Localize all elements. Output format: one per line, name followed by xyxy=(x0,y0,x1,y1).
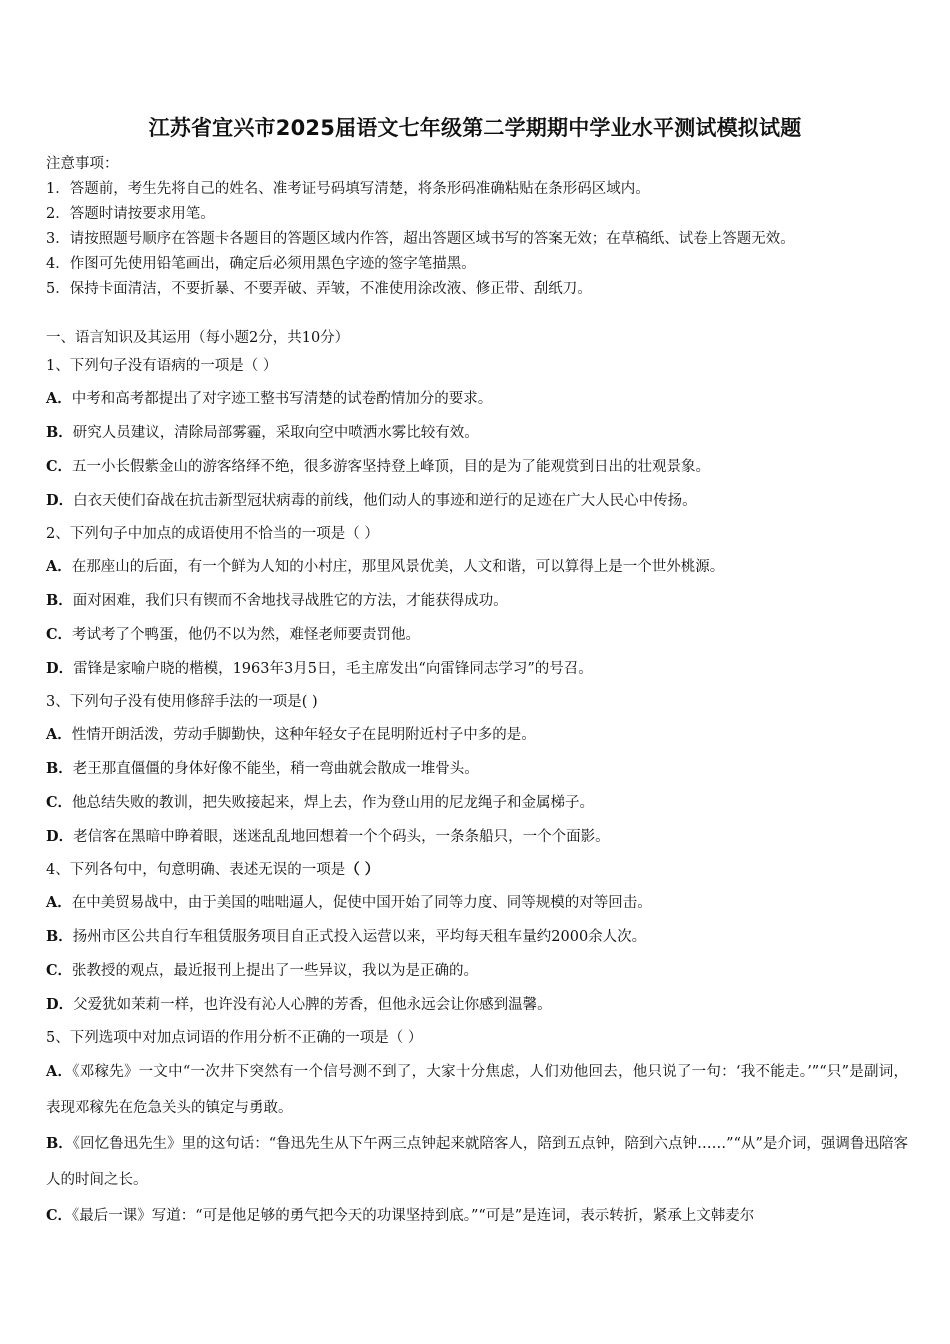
option-label: B． xyxy=(46,1135,73,1152)
option-label: C． xyxy=(46,626,73,643)
answer-paren: （ ） xyxy=(345,861,380,878)
option-label: D． xyxy=(46,996,74,1013)
option-text: 研究人员建议，清除局部雾霾，采取向空中喷洒水雾比较有效。 xyxy=(72,425,479,441)
option-label: A． xyxy=(46,894,72,911)
option-text: 父爱犹如茉莉一样，也许没有沁人心脾的芳香，但他永远会让你感到温馨。 xyxy=(73,997,552,1013)
option-label: B． xyxy=(46,592,73,609)
option-d xyxy=(46,988,908,1022)
option-a xyxy=(46,886,908,920)
option-label: A． xyxy=(46,726,72,743)
questions-body xyxy=(46,326,908,1234)
option-text: 考试考了个鸭蛋，他仍不以为然，难怪老师要责罚他。 xyxy=(72,627,421,643)
option-label: C． xyxy=(46,962,73,979)
question-stem xyxy=(46,854,908,886)
option-text: 在那座山的后面，有一个鲜为人知的小村庄，那里风景优美，人文和谐，可以算得上是一个世外桃源。 xyxy=(71,559,725,575)
option-a xyxy=(46,718,908,752)
notice-item: 3．请按照题号顺序在答题卡各题目的答题区域内作答，超出答题区域书写的答案无效；在草稿纸、试卷上答题无效。 xyxy=(46,231,795,247)
option-label: A． xyxy=(46,1063,73,1080)
notice-heading: 注意事项： xyxy=(46,156,119,172)
notice-item: 2．答题时请按要求用笔。 xyxy=(46,206,215,222)
question-2 xyxy=(46,518,908,686)
question-stem: 5、下列选项中对加点词语的作用分析不正确的一项是（ ） xyxy=(46,1030,423,1046)
option-text: 中考和高考都提出了对字迹工整书写清楚的试卷酌情加分的要求。 xyxy=(71,391,493,407)
question-stem: 3、下列句子没有使用修辞手法的一项是( ) xyxy=(46,694,318,710)
option-b xyxy=(46,584,908,618)
option-c xyxy=(46,954,908,988)
option-d xyxy=(46,820,908,854)
question-3 xyxy=(46,686,908,854)
option-label: D． xyxy=(46,828,74,845)
option-text: 《邓稼先》一文中“一次井下突然有一个信号测不到了，大家十分焦虑，人们劝他回去，他只说了一句：‘我不能走。’”“只”是副词，表现邓稼先在危急关头的镇定与勇敢。 xyxy=(46,1064,908,1116)
question-stem: 2、下列句子中加点的成语使用不恰当的一项是（ ） xyxy=(46,526,379,542)
option-label: B． xyxy=(46,928,73,945)
option-a xyxy=(46,550,908,584)
option-c xyxy=(46,450,908,484)
page-title: 江苏省宜兴市2025届语文七年级第二学期期中学业水平测试模拟试题 xyxy=(148,116,802,140)
option-text: 雷锋是家喻户晓的楷模，1963年3月5日，毛主席发出“向雷锋同志学习”的号召。 xyxy=(73,661,593,677)
option-b xyxy=(46,752,908,786)
question-1 xyxy=(46,350,908,518)
notice-item: 4．作图可先使用铅笔画出，确定后必须用黑色字迹的签字笔描黑。 xyxy=(46,256,476,272)
question-5 xyxy=(46,1022,908,1234)
notice-item: 1．答题前，考生先将自己的姓名、准考证号码填写清楚，将条形码准确粘贴在条形码区域内。 xyxy=(46,181,650,197)
option-text: 五一小长假紫金山的游客络绎不绝，很多游客坚持登上峰顶，目的是为了能观赏到日出的壮观景象。 xyxy=(72,459,711,475)
option-label: B． xyxy=(46,760,73,777)
option-d xyxy=(46,484,908,518)
option-text: 《最后一课》写道：“可是他足够的勇气把今天的功课坚持到底。”“可是”是连词，表示转折，紧承上文韩麦尔 xyxy=(72,1208,755,1224)
option-text: 白衣天使们奋战在抗击新型冠状病毒的前线，他们动人的事迹和逆行的足迹在广大人民心中传扬。 xyxy=(73,493,697,509)
option-text: 老信客在黑暗中睁着眼，迷迷乱乱地回想着一个个码头，一条条船只，一个个面影。 xyxy=(73,829,610,845)
question-stem: 1、下列句子没有语病的一项是（ ） xyxy=(46,358,278,374)
option-b xyxy=(46,920,908,954)
option-label: A． xyxy=(46,558,72,575)
question-stem-text: 4、下列各句中，句意明确、表述无误的一项是 xyxy=(46,862,346,878)
option-c xyxy=(46,786,908,820)
option-label: B． xyxy=(46,424,73,441)
option-text: 张教授的观点，最近报刊上提出了一些异议，我以为是正确的。 xyxy=(72,963,479,979)
option-text: 扬州市区公共自行车租赁服务项目自正式投入运营以来，平均每天租车量约2000余人次。 xyxy=(72,929,647,945)
option-text: 《回忆鲁迅先生》里的这句话：“鲁迅先生从下午两三点钟起来就陪客人，陪到五点钟，陪到六点钟……”“从”是介词，强调鲁迅陪客人的时间之长。 xyxy=(46,1136,908,1188)
option-text: 在中美贸易战中，由于美国的咄咄逼人，促使中国开始了同等力度、同等规模的对等回击。 xyxy=(71,895,652,911)
option-d xyxy=(46,652,908,686)
section-heading: 一、语言知识及其运用（每小题2分，共10分） xyxy=(46,330,350,346)
option-text: 性情开朗活泼，劳动手脚勤快，这种年轻女子在昆明附近村子中多的是。 xyxy=(71,727,536,743)
option-label: C． xyxy=(46,1207,73,1224)
notice-block xyxy=(46,152,916,302)
option-label: D． xyxy=(46,660,74,677)
option-text: 面对困难，我们只有锲而不舍地找寻战胜它的方法，才能获得成功。 xyxy=(72,593,508,609)
option-c xyxy=(46,618,908,652)
option-b xyxy=(46,416,908,450)
option-text: 他总结失败的教训，把失败接起来，焊上去，作为登山用的尼龙绳子和金属梯子。 xyxy=(72,795,595,811)
option-label: A． xyxy=(46,390,72,407)
question-4 xyxy=(46,854,908,1022)
option-text: 老王那直僵僵的身体好像不能坐，稍一弯曲就会散成一堆骨头。 xyxy=(72,761,479,777)
option-c xyxy=(46,1198,908,1234)
option-label: C． xyxy=(46,458,73,475)
option-label: C． xyxy=(46,794,73,811)
option-a xyxy=(46,1054,908,1126)
notice-item: 5．保持卡面清洁，不要折暴、不要弄破、弄皱，不准使用涂改液、修正带、刮纸刀。 xyxy=(46,281,592,297)
option-label: D． xyxy=(46,492,74,509)
option-a xyxy=(46,382,908,416)
option-b xyxy=(46,1126,908,1198)
